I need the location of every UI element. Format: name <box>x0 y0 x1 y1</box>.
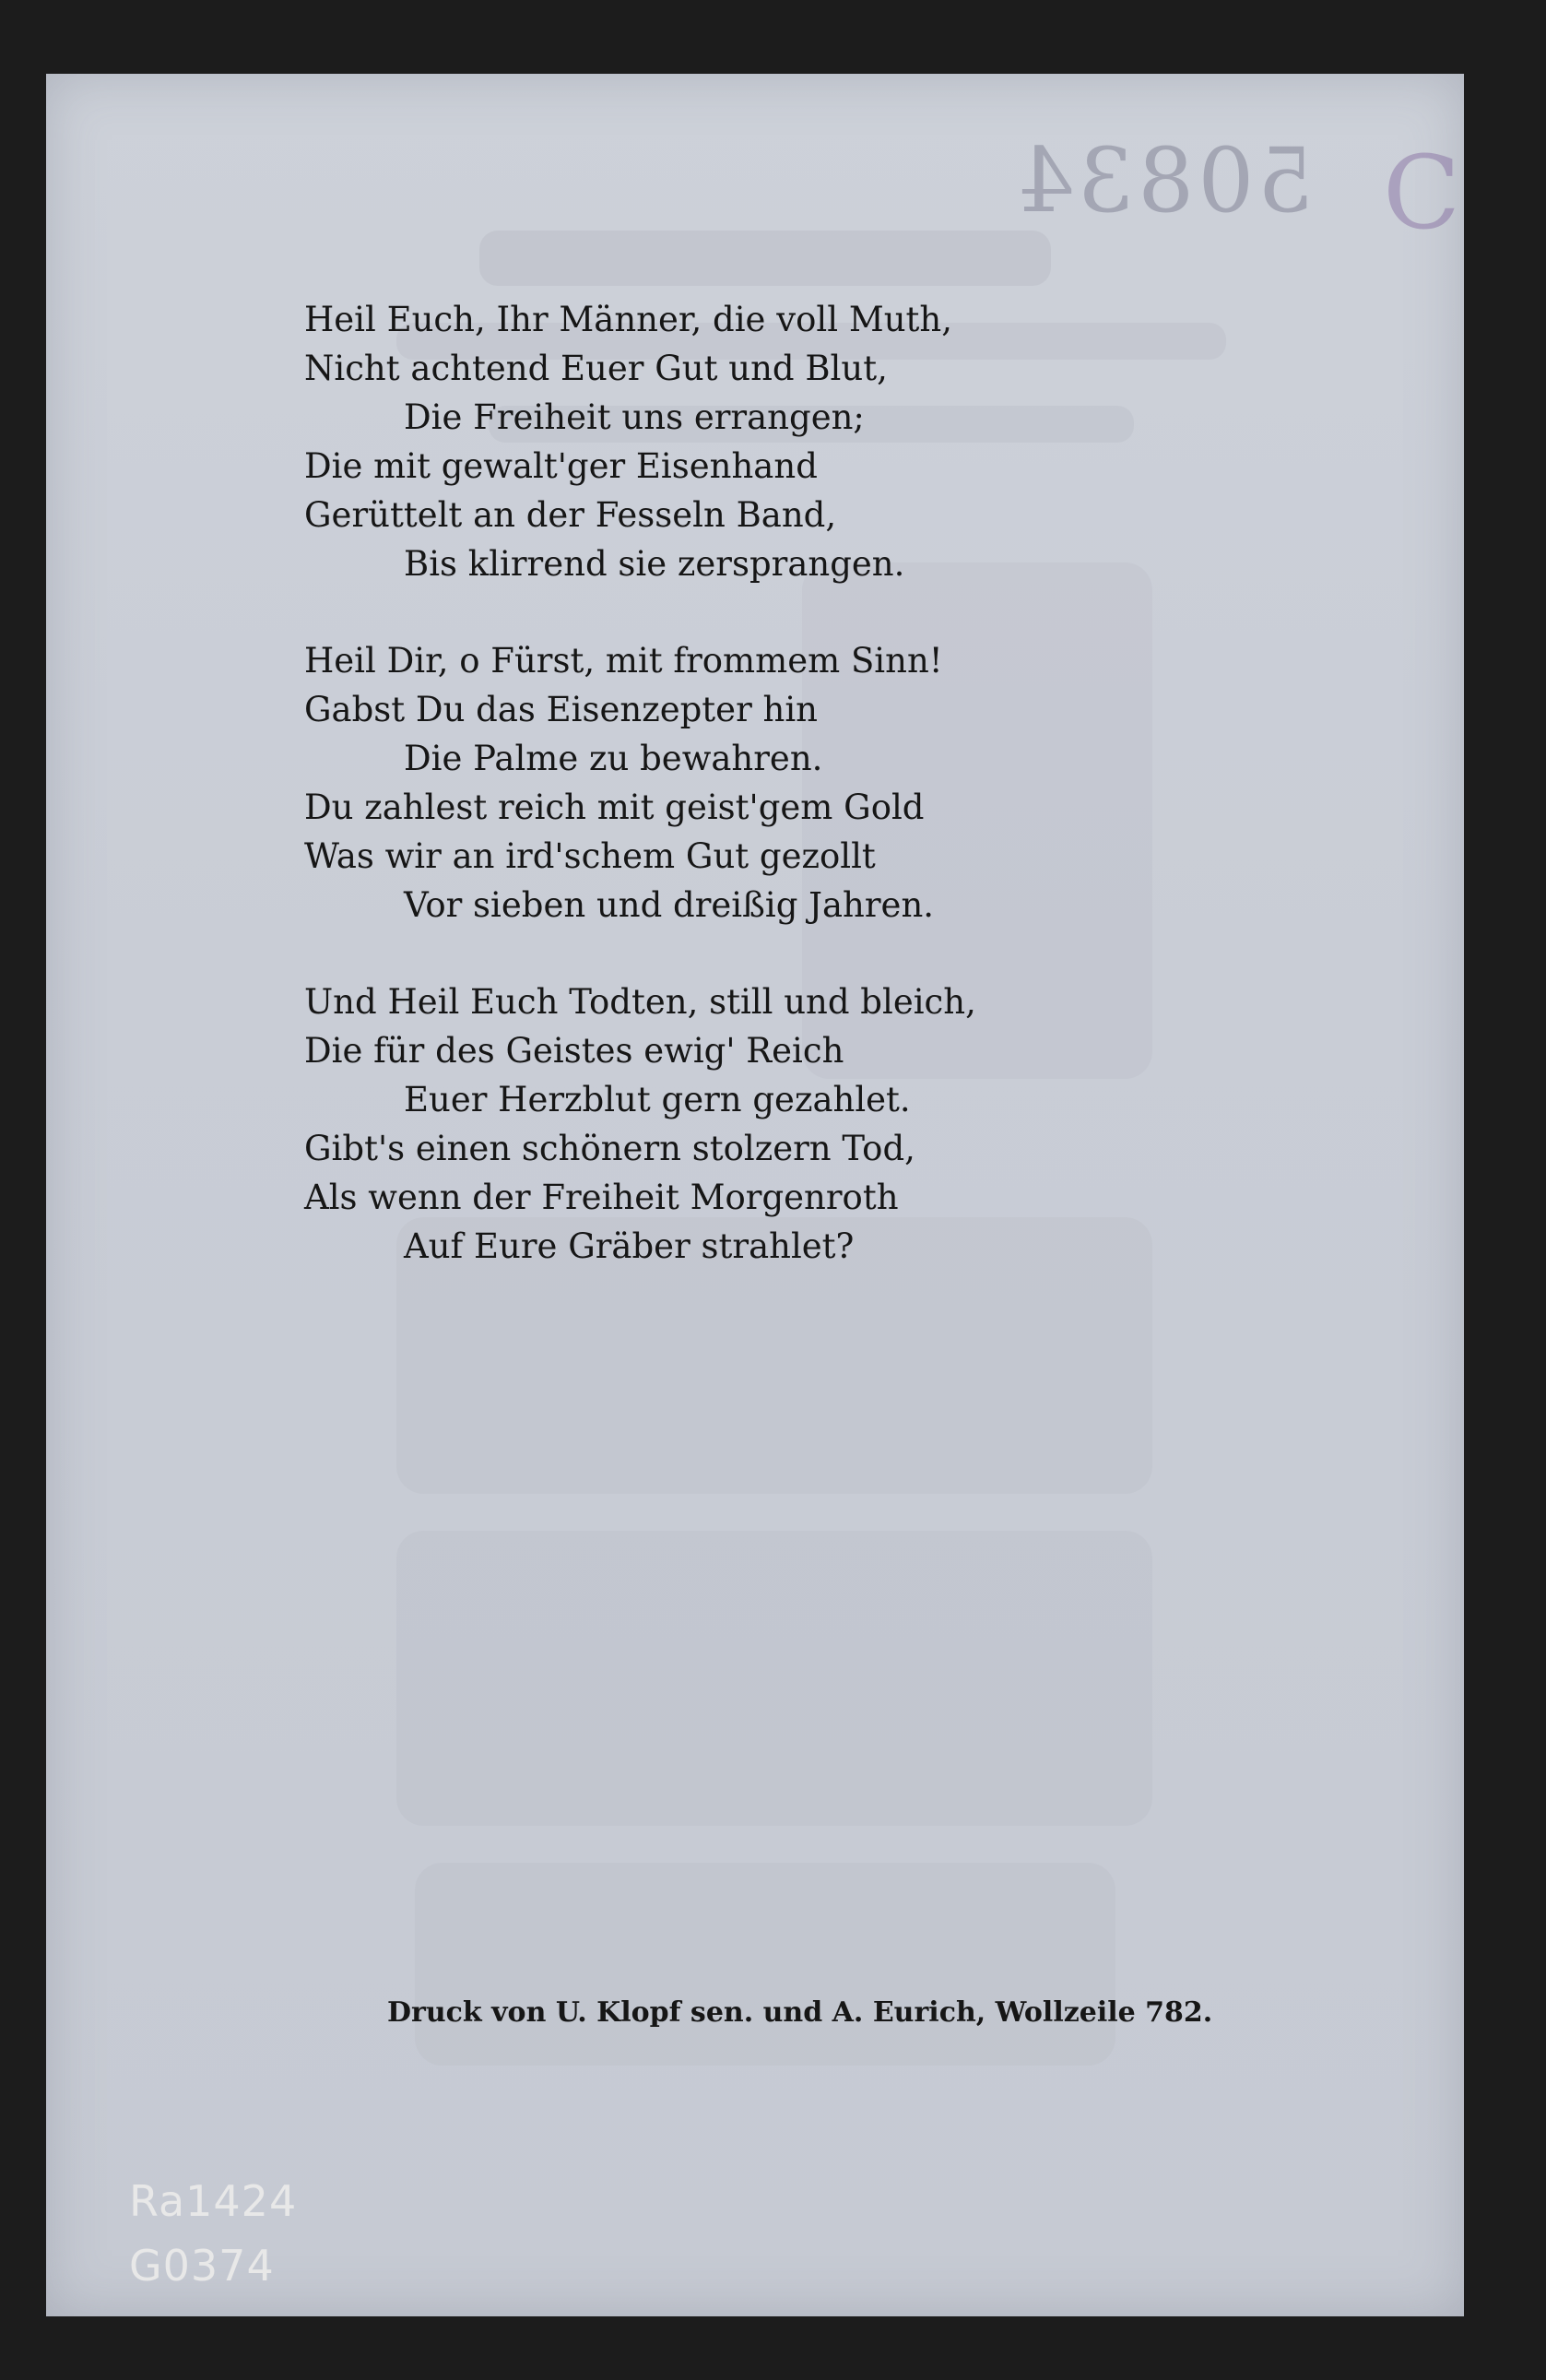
archive-stamp-number: 50834 <box>1014 129 1315 232</box>
poem-line: Als wenn der Freiheit Morgenroth <box>304 1178 899 1217</box>
poem-line: Die Freiheit uns errangen; <box>404 397 865 437</box>
poem-line: Gibt's einen schönern stolzern Tod, <box>304 1129 915 1168</box>
poem-line: Heil Dir, o Fürst, mit frommem Sinn! <box>304 641 943 681</box>
poem-line: Die Palme zu bewahren. <box>404 739 823 778</box>
poem-line: Die mit gewalt'ger Eisenhand <box>304 446 818 486</box>
poem-line: Und Heil Euch Todten, still und bleich, <box>304 982 976 1022</box>
poem-line: Gabst Du das Eisenzepter hin <box>304 690 819 729</box>
poem-line: Auf Eure Gräber strahlet? <box>404 1226 855 1266</box>
poem-line: Was wir an ird'schem Gut gezollt <box>304 836 876 876</box>
poem-line: Vor sieben und dreißig Jahren. <box>404 885 935 925</box>
handwritten-shelfmark: G0374 <box>129 2241 275 2291</box>
poem <box>304 295 1115 1319</box>
poem-line: Euer Herzblut gern gezahlet. <box>404 1080 911 1119</box>
handwritten-shelfmark: Ra1424 <box>129 2176 298 2226</box>
poem-line: Die für des Geistes ewig' Reich <box>304 1031 844 1071</box>
poem-line: Gerüttelt an der Fesseln Band, <box>304 495 837 535</box>
stanza-1 <box>304 295 1115 588</box>
poem-line: Du zahlest reich mit geist'gem Gold <box>304 787 925 827</box>
archive-stamp-letter: C <box>1383 134 1461 252</box>
printer-imprint: Druck von U. Klopf sen. und A. Eurich, Wollzeile 782. <box>387 1996 1213 2029</box>
poem-line: Bis klirrend sie zersprangen. <box>404 544 905 584</box>
stanza-3 <box>304 977 1115 1271</box>
stanza-2 <box>304 636 1115 930</box>
poem-line: Nicht achtend Euer Gut und Blut, <box>304 349 888 388</box>
poem-line: Heil Euch, Ihr Männer, die voll Muth, <box>304 300 952 339</box>
